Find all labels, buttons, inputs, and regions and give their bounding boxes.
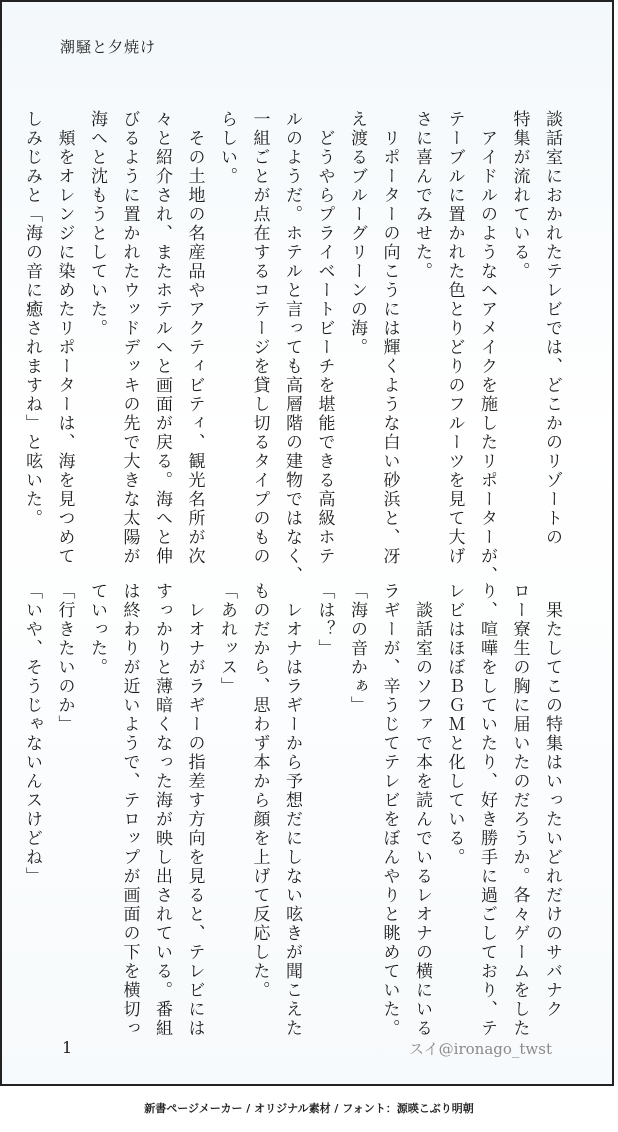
footer-caption: 新書ページメーカー / オリジナル素材 / フォント：源暎こぶり明朝 bbox=[144, 1102, 474, 1115]
page-number: 1 bbox=[62, 1038, 73, 1057]
text-block-upper: 談話室におかれたテレビでは、どこかのリゾートの 特集が流れている。 アイドルのようなヘアメイクを施したリポーターが、 テーブルに置かれた色とりどりのフルーツを見て大げ さに喜んでみせた。 リポーターの向こうには輝くような白い砂浜と、冴 え渡るブルーグリーンの海。 どうやらプライベートビーチを堪能できる高級ホテ ルのようだ。ホテルと言っても高層階の建物ではなく、 一組ごとが点在するコテージを貸し切るタイプのもの らしい。 その土地の名産品やアクティビティ、観光名所が次 々と紹介され、またホテルへと画面が戻る。海へと伸 びるように置かれたウッドデッキの先で大きな太陽が 海へと沈もうとしていた。 頬をオレンジに染めたリポーターは、海を見つめて しみじみと「海の音に癒されますね」と呟いた。 bbox=[22, 110, 562, 585]
page-title: 潮騒と夕焼け bbox=[60, 38, 157, 56]
author-credit: スイ@ironago_twst bbox=[408, 1040, 552, 1058]
text-block-lower: 果たしてこの特集はいったいどれだけのサバナク ロー寮生の胸に届いたのだろうか。各々ゲームをした り、喧嘩をしていたり、好き勝手に過ごしており、テ レビはほぼＢＧＭと化している。 談話室のソファで本を読んでいるレオナの横にいる ラギーが、辛うじてテレビをぼんやりと眺めていた。 「海の音かぁ」 「は？」 レオナはラギーから予想だにしない呟きが聞こえた ものだから、思わず本から顔を上げて反応した。 「あれッス」 レオナがラギーの指差す方向を見ると、テレビには すっかりと薄暗くなった海が映し出されている。番組 は終わりが近いようで、テロップが画面の下を横切っ ていった。 「行きたいのか」 「いや、そうじゃないんスけどね」 bbox=[22, 582, 562, 1038]
